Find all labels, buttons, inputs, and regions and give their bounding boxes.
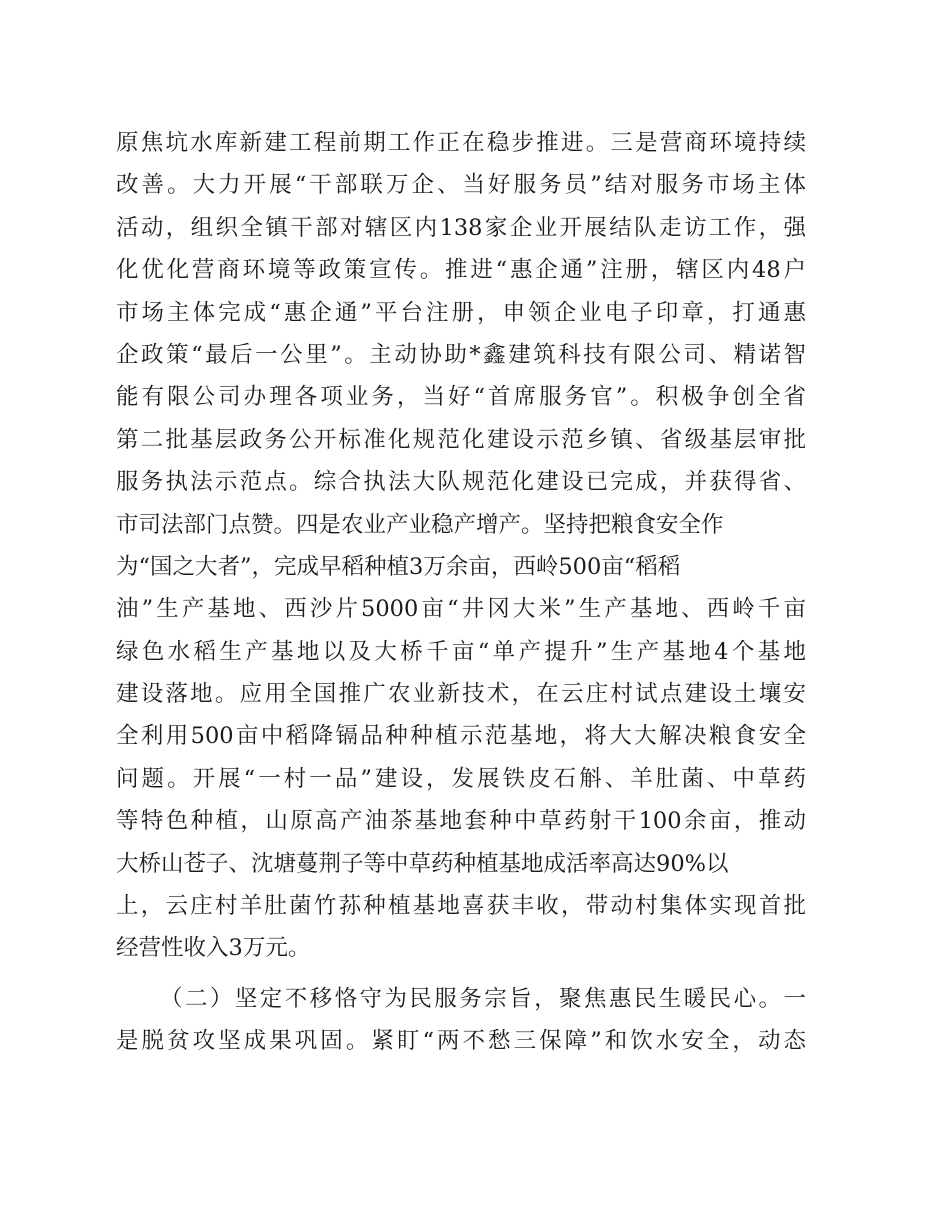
paragraph-line: 市司法部门点赞。四是农业产业稳产增产。坚持把粮食安全作 (116, 511, 724, 538)
paragraph-line: 能有限公司办理各项业务，当好“首席服务官”。积极争创全省 (116, 384, 806, 411)
paragraph-line: 改善。大力开展“干部联万企、当好服务员”结对服务市场主体 (116, 172, 806, 199)
paragraph-line: 为“国之大者”，完成早稻种植3万余亩，西岭500亩“稻稻 (116, 553, 681, 580)
document-body (116, 122, 816, 1063)
paragraph-line: 问题。开展“一村一品”建设，发展铁皮石斛、羊肚菌、中草药 (116, 765, 806, 792)
paragraph-line: 建设落地。应用全国推广农业新技术，在云庄村试点建设土壤安 (116, 681, 806, 708)
paragraph-line: 绿色水稻生产基地以及大桥千亩“单产提升”生产基地4个基地 (116, 638, 806, 665)
paragraph-gap (116, 970, 816, 978)
paragraph-line: 服务执法示范点。综合执法大队规范化建设已完成，并获得省、 (116, 469, 806, 496)
paragraph-line: 油”生产基地、西沙片5000亩“井冈大米”生产基地、西岭千亩 (116, 596, 806, 623)
paragraph-line: 第二批基层政务公开标准化规范化建设示范乡镇、省级基层审批 (116, 426, 806, 453)
paragraph-line: 原焦坑水库新建工程前期工作正在稳步推进。三是营商环境持续 (116, 130, 806, 156)
paragraph-line: 等特色种植，山原高产油茶基地套种中草药射干100余亩，推动 (116, 808, 806, 835)
paragraph-line: 化优化营商环境等政策宣传。推进“惠企通”注册，辖区内48户 (116, 257, 806, 284)
section-heading-line: （二）坚定不移恪守为民服务宗旨，聚焦惠民生暖民心。一 (160, 985, 806, 1012)
paragraph-line: 大桥山苍子、沈塘蔓荆子等中草药种植基地成活率高达90%以 (116, 850, 729, 877)
paragraph-line: 企政策“最后一公里”。主动协助*鑫建筑科技有限公司、精诺智 (116, 341, 806, 368)
paragraph-line: 全利用500亩中稻降镉品种种植示范基地，将大大解决粮食安全 (116, 723, 806, 750)
paragraph-line: 活动，组织全镇干部对辖区内138家企业开展结队走访工作，强 (116, 214, 806, 241)
paragraph-line: 经营性收入3万元。 (116, 935, 311, 962)
paragraph-line: 是脱贫攻坚成果巩固。紧盯“两不愁三保障”和饮水安全，动态 (116, 1028, 806, 1055)
paragraph-line: 上，云庄村羊肚菌竹荪种植基地喜获丰收，带动村集体实现首批 (116, 893, 806, 920)
paragraph-line: 市场主体完成“惠企通”平台注册，申领企业电子印章，打通惠 (116, 299, 806, 326)
